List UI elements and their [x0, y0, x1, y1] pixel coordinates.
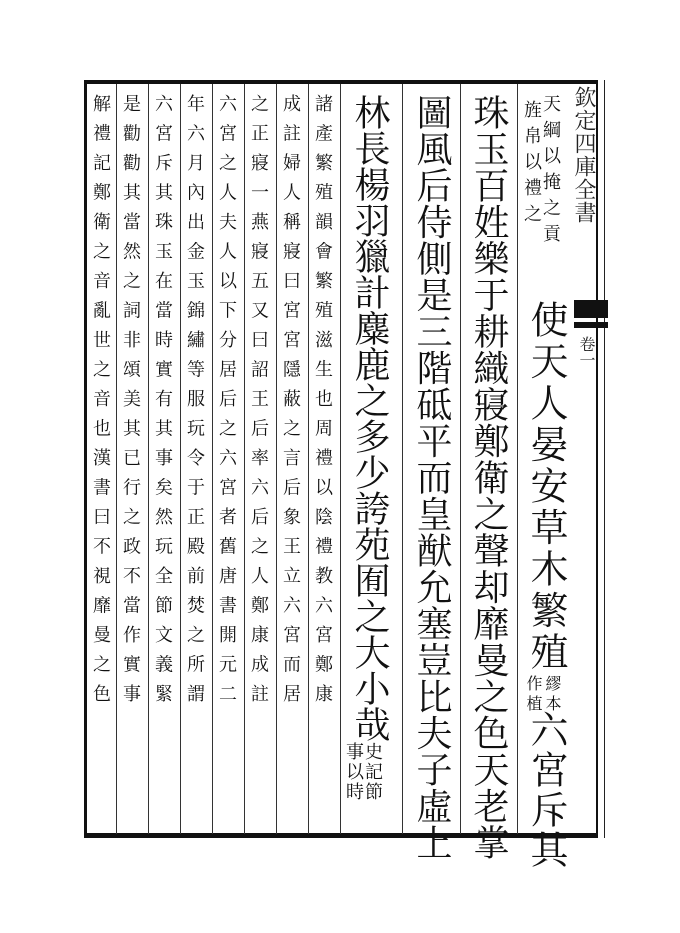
annotation-column: 成註婦人稱寢曰宮宮隱蔽之言后象王立六宮而居 — [280, 94, 301, 714]
main-text-column: 六宮斥其 — [524, 710, 568, 870]
column-rule — [148, 84, 149, 834]
column-rule — [517, 84, 518, 834]
column-rule — [244, 84, 245, 834]
column-rule — [212, 84, 213, 834]
column-rule — [276, 84, 277, 834]
margin-juan-label: 卷一 — [577, 336, 596, 368]
frame-left-border — [84, 80, 87, 838]
annotation-column: 是勸勸其當然之詞非頌美其已行之政不當作實事 — [120, 94, 141, 714]
annotation-column: 事以時 — [343, 742, 364, 802]
annotation-column: 六宮斥其珠玉在當時實有其事矣然玩全節文義緊 — [152, 94, 173, 714]
annotation-column: 解禮記鄭衛之音亂世之音也漢書曰不視靡曼之色 — [90, 94, 111, 714]
fishtail-mark-lower — [574, 322, 608, 328]
main-text-column: 圖風后侍側是三階砥平而皇猷允塞豈比夫子虛上 — [411, 94, 452, 861]
column-rule — [460, 84, 461, 834]
annotation-column: 年六月內出金玉錦繡等服玩令于正殿前焚之所謂 — [184, 94, 205, 714]
main-text-column: 林長楊羽獵計麋鹿之多少誇苑囿之大小哉 — [349, 94, 390, 742]
annotation-column: 繆本 — [543, 675, 562, 715]
frame-bottom-border — [84, 833, 598, 838]
column-rule — [180, 84, 181, 834]
fishtail-mark — [574, 300, 608, 318]
main-text-column: 使天人晏安草木繁殖 — [524, 300, 568, 674]
margin-book-title: 欽定四庫全書 — [571, 86, 596, 224]
annotation-column: 之正寢一燕寢五又曰詔王后率六后之人鄭康成註 — [248, 94, 269, 714]
column-rule — [116, 84, 117, 834]
column-rule — [340, 84, 341, 834]
column-rule — [308, 84, 309, 834]
frame-top-border — [84, 80, 598, 84]
annotation-column: 史記節 — [362, 742, 383, 802]
annotation-column: 天綱以掩之貢 — [540, 94, 561, 250]
annotation-column: 作植 — [524, 675, 543, 715]
column-rule — [402, 84, 403, 834]
annotation-column: 諸產繁殖韻會繁殖滋生也周禮以陰禮教六宮鄭康 — [312, 94, 333, 714]
annotation-column: 旌帛以禮之 — [521, 100, 542, 230]
main-text-column: 珠玉百姓樂于耕織寢鄭衛之聲却靡曼之色天老掌 — [468, 94, 509, 861]
annotation-column: 六宮之人夫人以下分居后之六宮者舊唐書開元二 — [216, 94, 237, 714]
